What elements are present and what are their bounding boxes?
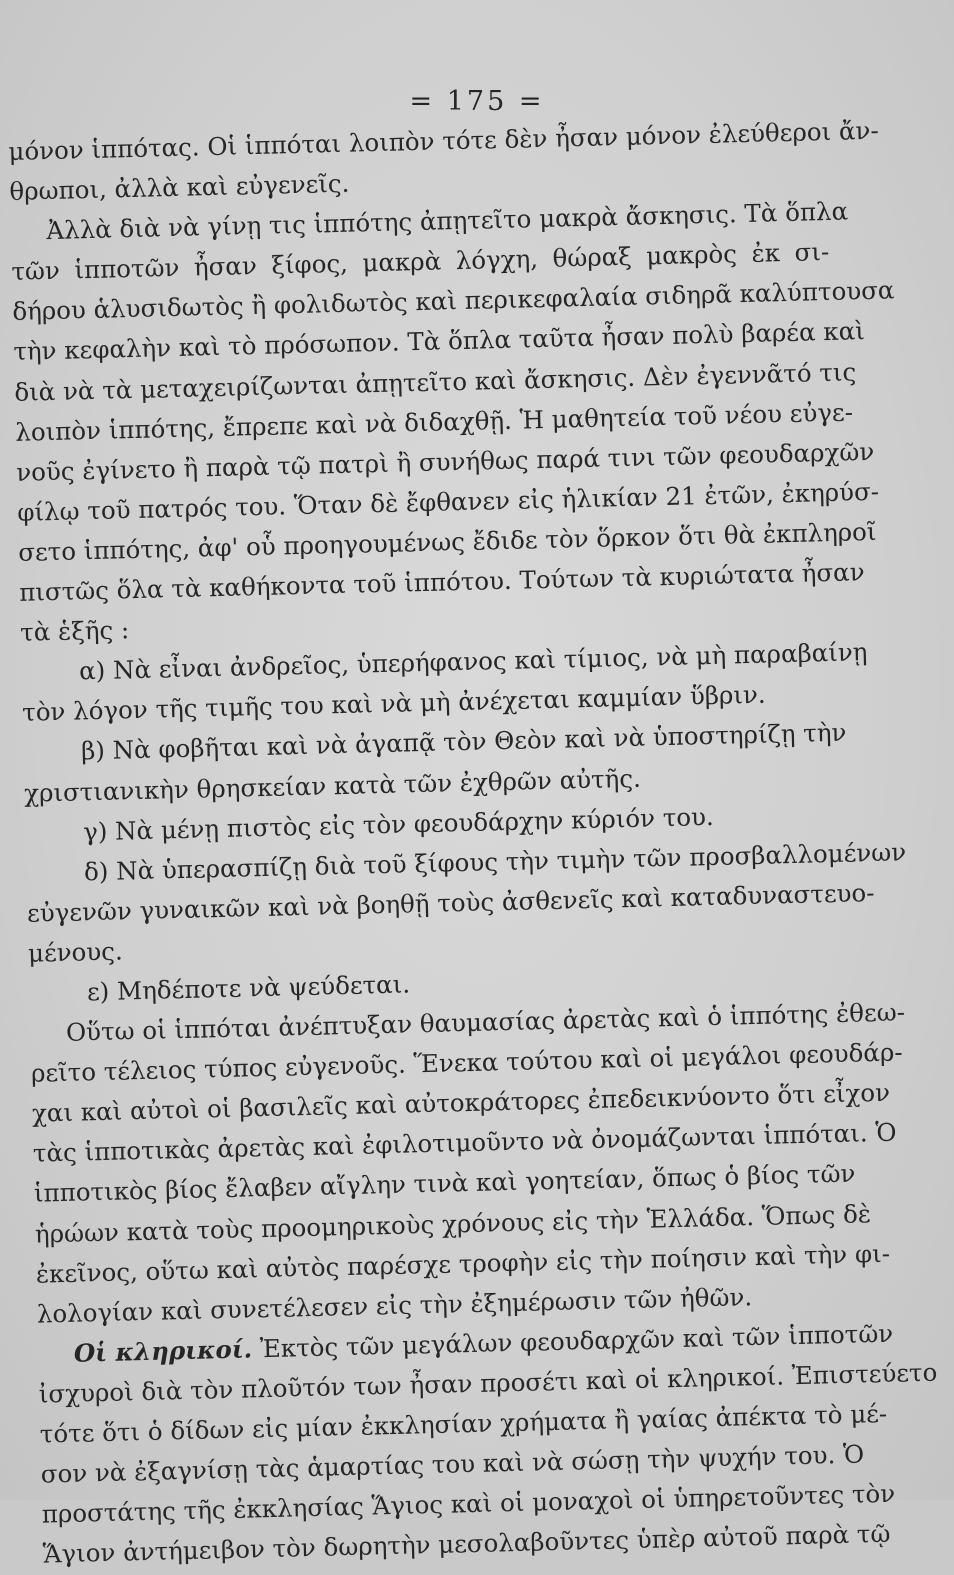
text-line-content: σετο ἱππότης, ἀφ' οὗ προηγουμένως ἔδιδε τὸν ὅρκον ὅτι θὰ ἐκπληροῖ [17,516,877,567]
text-line-content: α) Νὰ εἶναι ἀνδρεῖος, ὑπερήφανος καὶ τίμιος, νὰ μὴ παραβαίνῃ [78,637,868,686]
text-line-content: μένους. [27,936,124,968]
page-number: = 175 = [409,86,545,117]
text-line-content: σον νὰ ἐξαγνίσῃ τὰς ἁμαρτίας του καὶ νὰ σώσῃ τὴν ψυχήν του. Ὁ [40,1439,865,1489]
text-line-content: πιστῶς ὅλα τὰ καθήκοντα τοῦ ἱππότου. Τούτων τὰ κυριώτατα ἦσαν [18,557,865,607]
text-line-content: τὰ ἑξῆς : [19,615,130,647]
text-line-content: χαι καὶ αὐτοὶ οἱ βασιλεῖς καὶ αὐτοκράτορες ἐπεδεικνύοντο ὅτι εἶχον [31,1077,891,1128]
text-line-content: τότε ὅτι ὁ δίδων εἰς μίαν ἐκκλησίαν χρήματα ἢ γαίας ἀπέκτα τὸ μέ- [39,1398,888,1449]
text-line-content: θρωποι, ἀλλὰ καὶ εὐγενεῖς. [9,168,350,207]
text-line-content: ἰσχυροὶ διὰ τὸν πλοῦτόν των ἦσαν προσέτι καὶ οἱ κληρικοί. Ἐπιστεύετο [38,1357,938,1409]
text-line-content: γ) Νὰ μένῃ πιστὸς εἰς τὸν φεουδάρχην κύριόν του. [82,801,715,846]
section-heading: Οἱ κληρικοί. [73,1334,253,1368]
text-line-content: μόνον ἱππότας. Οἱ ἱππόται λοιπὸν τότε δὲν ἦσαν μόνον ἐλεύθεροι ἄν- [8,115,879,166]
text-line-content: ἡρώων κατὰ τοὺς προομηρικοὺς χρόνους εἰς τὴν Ἑλλάδα. Ὅπως δὲ [34,1198,872,1249]
text-line-content: ε) Μηδέποτε νὰ ψεύδεται. [86,969,411,1007]
text-line-content: ρεῖτο τέλειος τύπος εὐγενοῦς. Ἕνεκα τούτου καὶ οἱ μεγάλοι φεουδάρ- [30,1037,903,1088]
text-line-content: Ἀλλὰ διὰ νὰ γίνῃ τις ἱππότης ἀπῃτεῖτο μακρὰ ἄσκησις. Τὰ ὅπλα [46,196,849,246]
text-line-content: δ) Νὰ ὑπερασπίζῃ διὰ τοῦ ξίφους τὴν τιμὴν τῶν προσβαλλομένων [83,836,907,887]
text-line-content: Ἐκτὸς τῶν μεγάλων φεουδαρχῶν καὶ τῶν ἱπποτῶν [251,1318,894,1364]
text-line-content: τὸν λόγον τῆς τιμῆς του καὶ νὰ μὴ ἀνέχεται καμμίαν ὕβριν. [21,679,766,728]
text-line-content: φίλῳ τοῦ πατρός του. Ὅταν δὲ ἔφθανεν εἰς ἡλικίαν 21 ἐτῶν, ἐκηρύσ- [16,476,880,527]
text-line-content: διὰ νὰ τὰ μεταχειρίζωνται ἀπῃτεῖτο καὶ ἄσκησις. Δὲν ἐγεννᾶτό τις [13,356,857,407]
text-line-content: τὴν κεφαλὴν καὶ τὸ πρόσωπον. Τὰ ὅπλα ταῦτα ἦσαν πολὺ βαρέα καὶ [13,316,866,367]
text-line-content: τὰς ἱπποτικὰς ἀρετὰς καὶ ἐφιλοτιμοῦντο νὰ ὀνομάζωνται ἱππόται. Ὁ [32,1117,897,1169]
text-line-content: λοιπὸν ἱππότης, ἔπρεπε καὶ νὰ διδαχθῇ. Ἡ μαθητεία τοῦ νέου εὐγε- [14,397,854,447]
text-line-content: χριστιανικὴν θρησκείαν κατὰ τῶν ἐχθρῶν αὐτῆς. [23,763,642,808]
text-line-content: ἱπποτικὸς βίος ἔλαβεν αἴγλην τινὰ καὶ γοητείαν, ὅπως ὁ βίος τῶν [33,1159,856,1209]
text-line-content: προστάτης τῆς ἐκκλησίας Ἅγιος καὶ οἱ μοναχοὶ οἱ ὑπηρετοῦντες τὸν [41,1478,896,1529]
body-text [8,112,938,1575]
text-line-content: β) Νὰ φοβῆται καὶ νὰ ἀγαπᾷ τὸν Θεὸν καὶ νὰ ὑποστηρίζῃ τὴν [80,718,847,766]
text-line-content: εὐγενῶν γυναικῶν καὶ νὰ βοηθῇ τοὺς ἀσθενεῖς καὶ καταδυναστευο- [26,877,875,928]
text-line-content: Οὕτω οἱ ἱππόται ἀνέπτυξαν θαυμασίας ἀρετὰς καὶ ὁ ἱππότης ἐθεω- [65,997,906,1047]
text-line-content: νοῦς ἐγίνετο ἢ παρὰ τῷ πατρὶ ἢ συνήθως παρά τινι τῶν φεουδαρχῶν [15,436,875,487]
text-line-content: τῶν ἱπποτῶν ἦσαν ξίφος, μακρὰ λόγχη, θώραξ μακρὸς ἐκ σι- [11,237,830,287]
text-line-content: Ἅγιον ἀντήμειβον τὸν δωρητὴν μεσολαβοῦντες ὑπὲρ αὐτοῦ παρὰ τῷ [42,1519,891,1569]
text-line-content: λολογίαν καὶ συνετέλεσεν εἰς τὴν ἐξημέρωσιν τῶν ἠθῶν. [36,1281,753,1329]
text-line-content: ἐκεῖνος, οὕτω καὶ αὐτὸς παρέσχε τροφὴν εἰς τὴν ποίησιν καὶ τὴν φι- [35,1238,891,1289]
text-line-content: δήρου ἁλυσιδωτὸς ἢ φολιδωτὸς καὶ περικεφαλαία σιδηρᾶ καλύπτουσα [12,275,895,327]
